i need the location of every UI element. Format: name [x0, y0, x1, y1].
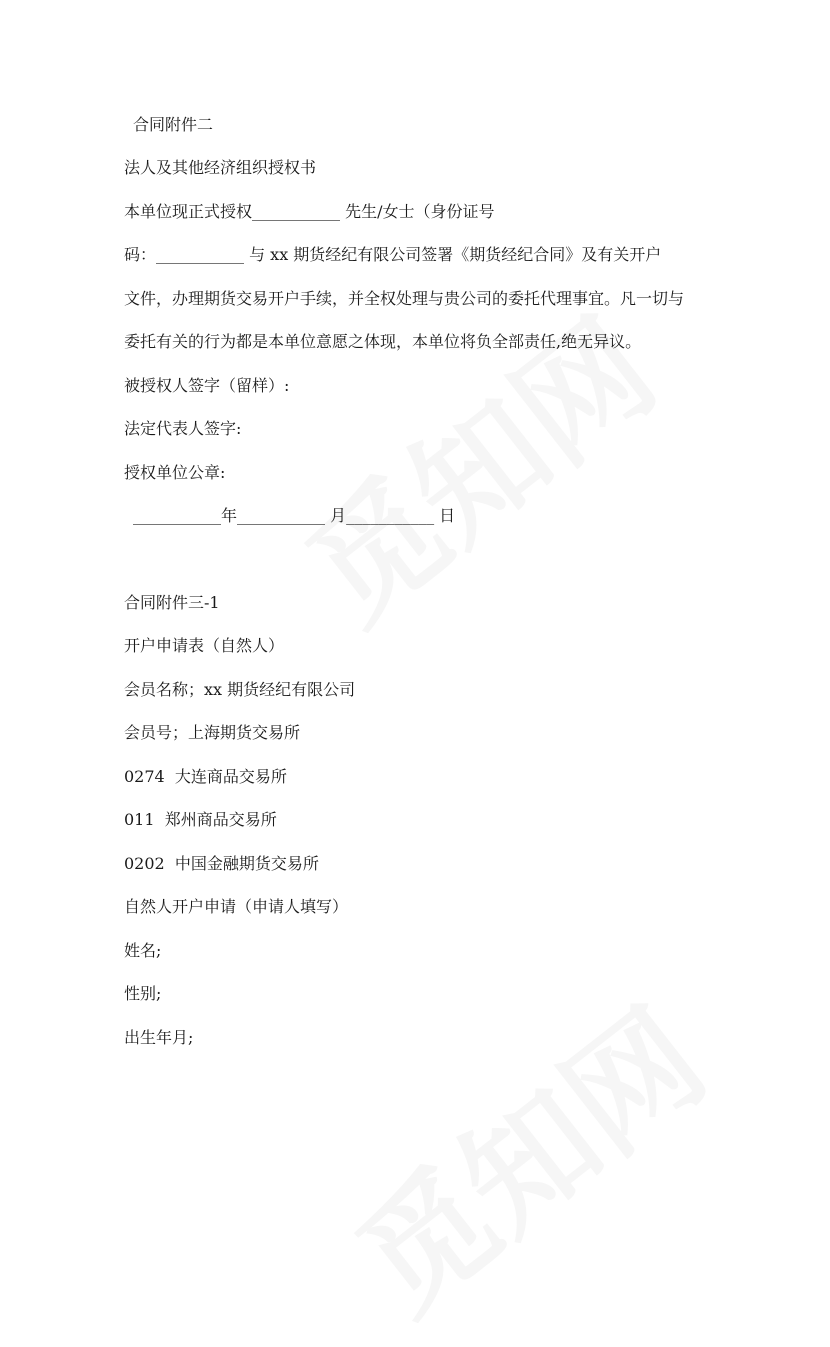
date-line: ___________年___________ 月___________ 日 [133, 506, 456, 525]
legal-rep-signature-label: 法定代表人签字: [124, 419, 242, 438]
authorized-signature-label: 被授权人签字（留样）: [124, 376, 290, 395]
annex2-title: 合同附件二 [133, 115, 214, 134]
authorization-paragraph-line: 文件，办理期货交易开户手续，并全权处理与贵公司的委托代理事宜。凡一切与 [124, 289, 685, 308]
authorization-paragraph-line: 码：___________ 与 xx 期货经纪有限公司签署《期货经纪合同》及有关开户 [124, 245, 662, 264]
field-gender: 性别; [124, 984, 162, 1003]
form-title: 开户申请表（自然人） [124, 636, 285, 655]
authorization-paragraph-line: 本单位现正式授权___________ 先生/女士（身份证号 [124, 202, 495, 221]
section-title: 自然人开户申请（申请人填写） [124, 897, 349, 916]
annex2-heading: 法人及其他经济组织授权书 [124, 158, 317, 177]
member-number: 会员号；上海期货交易所 [124, 723, 301, 742]
member-name: 会员名称；xx 期货经纪有限公司 [124, 680, 356, 699]
annex3-title: 合同附件三-1 [124, 593, 220, 612]
field-birth: 出生年月; [124, 1028, 194, 1047]
exchange-dalian: 0274 大连商品交易所 [124, 767, 287, 786]
exchange-zhengzhou: 011 郑州商品交易所 [124, 810, 277, 829]
authorization-paragraph-line: 委托有关的行为都是本单位意愿之体现，本单位将负全部责任,绝无异议。 [124, 332, 642, 351]
company-seal-label: 授权单位公章: [124, 463, 226, 482]
exchange-cffex: 0202 中国金融期货交易所 [124, 854, 319, 873]
watermark [314, 960, 736, 1347]
field-name: 姓名; [124, 941, 162, 960]
watermark [264, 270, 686, 657]
